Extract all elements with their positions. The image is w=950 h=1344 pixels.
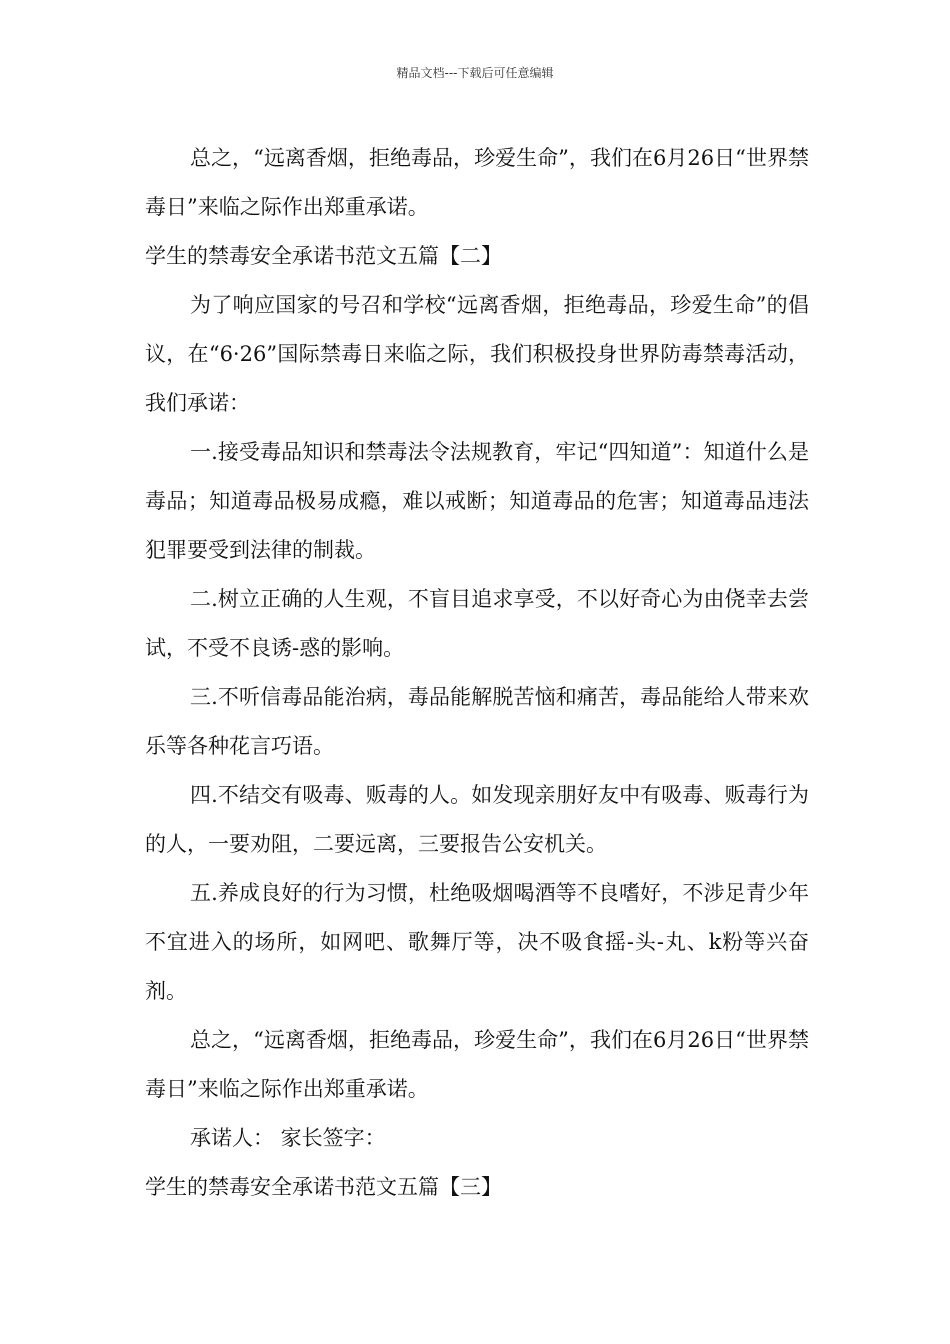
paragraph-conclusion-2: 总之，“远离香烟，拒绝毒品，珍爱生命”，我们在6月26日“世界禁毒日”来临之际作出郑重承诺。 — [145, 1028, 809, 1101]
paragraph-item-1: 一.接受毒品知识和禁毒法令法规教育，牢记“四知道”：知道什么是毒品；知道毒品极易成瘾，难以戒断；知道毒品的危害；知道毒品违法犯罪要受到法律的制裁。 — [145, 440, 809, 562]
document-body — [145, 134, 809, 1212]
page-header-watermark: 精品文档---下载后可任意编辑 — [396, 66, 554, 80]
paragraph-item-3: 三.不听信毒品能治病，毒品能解脱苦恼和痛苦，毒品能给人带来欢乐等各种花言巧语。 — [145, 685, 809, 758]
paragraph-item-4: 四.不结交有吸毒、贩毒的人。如发现亲朋好友中有吸毒、贩毒行为的人，一要劝阻，二要远离，三要报告公安机关。 — [145, 783, 809, 856]
paragraph-item-2: 二.树立正确的人生观，不盲目追求享受，不以好奇心为由侥幸去尝试，不受不良诱-惑的影响。 — [145, 587, 809, 660]
section-heading-3: 学生的禁毒安全承诺书范文五篇【三】 — [145, 1175, 502, 1199]
paragraph-intro: 为了响应国家的号召和学校“远离香烟，拒绝毒品，珍爱生命”的倡议，在“6·26”国际禁毒日来临之际，我们积极投身世界防毒禁毒活动，我们承诺： — [145, 293, 809, 415]
signature-line: 承诺人： 家长签字： — [190, 1126, 386, 1150]
paragraph-conclusion-1: 总之，“远离香烟，拒绝毒品，珍爱生命”，我们在6月26日“世界禁毒日”来临之际作出郑重承诺。 — [145, 146, 809, 219]
paragraph-item-5: 五.养成良好的行为习惯，杜绝吸烟喝酒等不良嗜好，不涉足青少年不宜进入的场所，如网吧、歌舞厅等，决不吸食摇-头-丸、k粉等兴奋剂。 — [145, 881, 809, 1003]
section-heading-2: 学生的禁毒安全承诺书范文五篇【二】 — [145, 244, 502, 268]
